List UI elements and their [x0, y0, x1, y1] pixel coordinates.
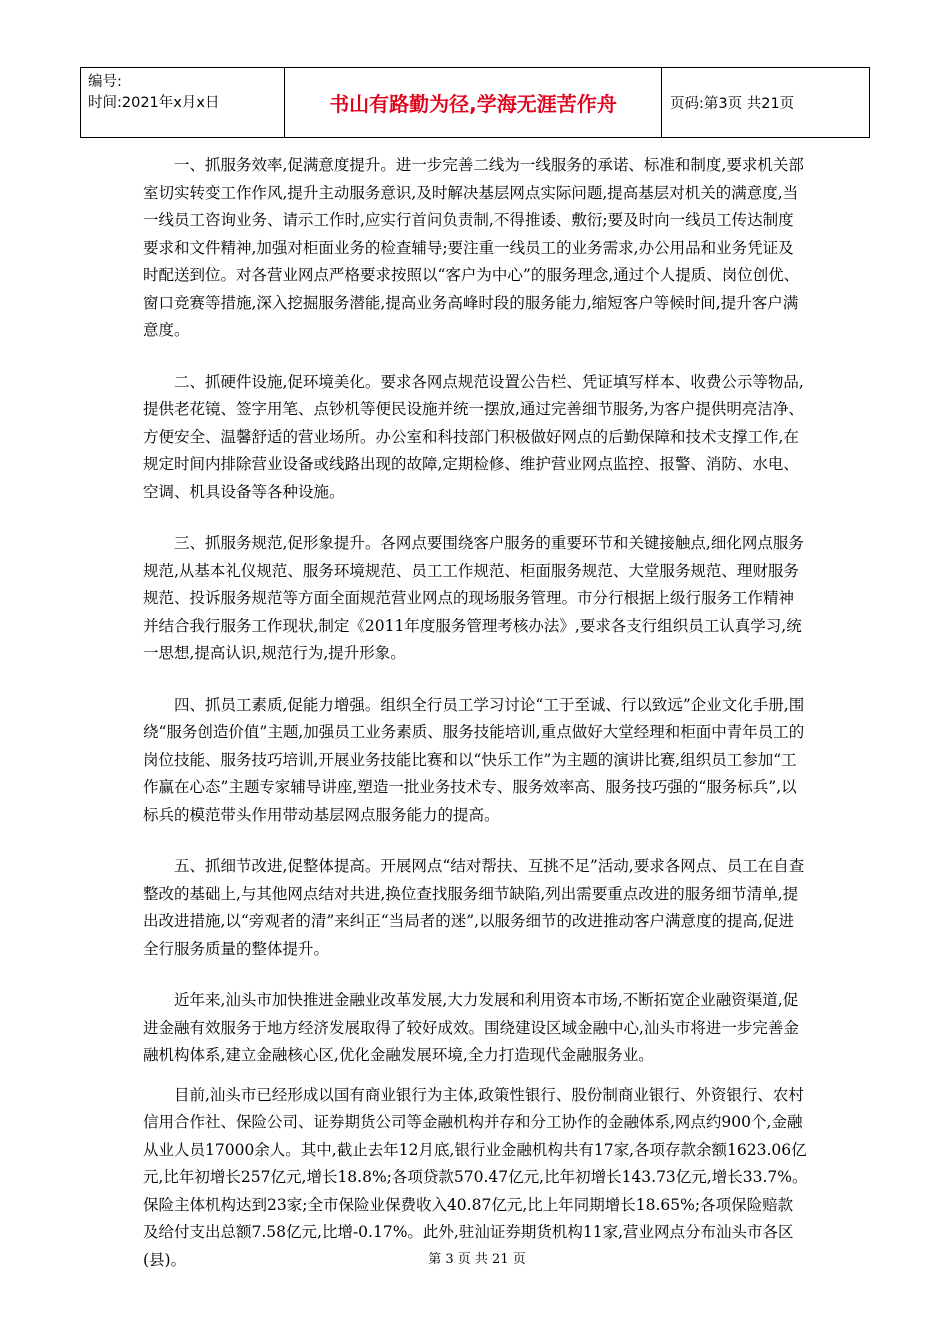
paragraph-financial-system: 目前,汕头市已经形成以国有商业银行为主体,政策性银行、股份制商业银行、外资银行、农村信用合作社、保险公司、证券期货公司等金融机构并存和分工协作的金融体系,网点约900个,金融从业人员17000余人。其中,截止去年12月底,银行业金融机构共有17家,各项存款余额1623.06亿元,比年初增长257亿元,增长18.8%;各项贷款570.47亿元,比年初增长143.73亿元,增长33.7%。保险主体机构达到23家;全市保险业保费收入40.87亿元,比上年同期增长18.65%;各项保险赔款及给付支出总额7.58亿元,比增-0.17%。此外,驻汕证券期货机构11家,营业网点分布汕头市各区(县)。 [143, 1085, 808, 1269]
document-header [80, 67, 870, 138]
paragraph-detail-improvement: 五、抓细节改进,促整体提高。开展网点“结对帮扶、互挑不足”活动,要求各网点、员工在自查整改的基础上,与其他网点结对共进,换位查找服务细节缺陷,列出需要重点改进的服务细节清单,提出改进措施,以“旁观者的清”来纠正“当局者的迷”,以服务细节的改进推动客户满意度的提高,促进全行服务质量的整体提升。 [143, 857, 805, 958]
paragraph-service-standards: 三、抓服务规范,促形象提升。各网点要围绕客户服务的重要环节和关键接触点,细化网点服务规范,从基本礼仪规范、服务环境规范、员工工作规范、柜面服务规范、大堂服务规范、理财服务规范、投诉服务规范等方面全面规范营业网点的现场服务管理。市分行根据上级行服务工作精神并结合我行服务工作现状,制定《2011年度服务管理考核办法》,要求各支行组织员工认真学习,统一思想,提高认识,规范行为,提升形象。 [143, 534, 804, 662]
page-footer: 第 3 页 共 21 页 [428, 1252, 526, 1267]
header-meta [81, 68, 285, 138]
header-motto: 书山有路勤为径,学海无涯苦作舟 [285, 68, 662, 138]
date-label: 时间:2021年x月x日 [88, 95, 220, 111]
header-page-info: 页码:第3页 共21页 [662, 68, 870, 138]
document-body [143, 152, 808, 1274]
paragraph-staff-quality: 四、抓员工素质,促能力增强。组织全行员工学习讨论“工于至诚、行以致远”企业文化手册,围绕“服务创造价值”主题,加强员工业务素质、服务技能培训,重点做好大堂经理和柜面中青年员工的岗位技能、服务技巧培训,开展业务技能比赛和以“快乐工作”为主题的演讲比赛,组织员工参加“工作赢在心态”主题专家辅导讲座,塑造一批业务技术专、服务效率高、服务技巧强的“服务标兵”,以标兵的模范带头作用带动基层网点服务能力的提高。 [143, 695, 805, 824]
number-label: 编号: [88, 74, 122, 90]
paragraph-hardware-facilities: 二、抓硬件设施,促环境美化。要求各网点规范设置公告栏、凭证填写样本、收费公示等物品,提供老花镜、签字用笔、点钞机等便民设施并统一摆放,通过完善细节服务,为客户提供明亮洁净、方便安全、温馨舒适的营业场所。办公室和科技部门积极做好网点的后勤保障和技术支撑工作,在规定时间内排除营业设备或线路出现的故障,定期检修、维护营业网点监控、报警、消防、水电、空调、机具设备等各种设施。 [143, 372, 804, 501]
paragraph-shantou-finance: 近年来,汕头市加快推进金融业改革发展,大力发展和利用资本市场,不断拓宽企业融资渠道,促进金融有效服务于地方经济发展取得了较好成效。围绕建设区域金融中心,汕头市将进一步完善金融机构体系,建立金融核心区,优化金融发展环境,全力打造现代金融服务业。 [143, 991, 799, 1064]
paragraph-service-efficiency: 一、抓服务效率,促满意度提升。进一步完善二线为一线服务的承诺、标准和制度,要求机关部室切实转变工作作风,提升主动服务意识,及时解决基层网点实际问题,提高基层对机关的满意度,当一线员工咨询业务、请示工作时,应实行首问负责制,不得推诿、敷衍;要及时向一线员工传达制度要求和文件精神,加强对柜面业务的检查辅导;要注重一线员工的业务需求,办公用品和业务凭证及时配送到位。对各营业网点严格要求按照以“客户为中心”的服务理念,通过个人提质、岗位创优、窗口竞赛等措施,深入挖掘服务潜能,提高业务高峰时段的服务能力,缩短客户等候时间,提升客户满意度。 [143, 156, 804, 339]
